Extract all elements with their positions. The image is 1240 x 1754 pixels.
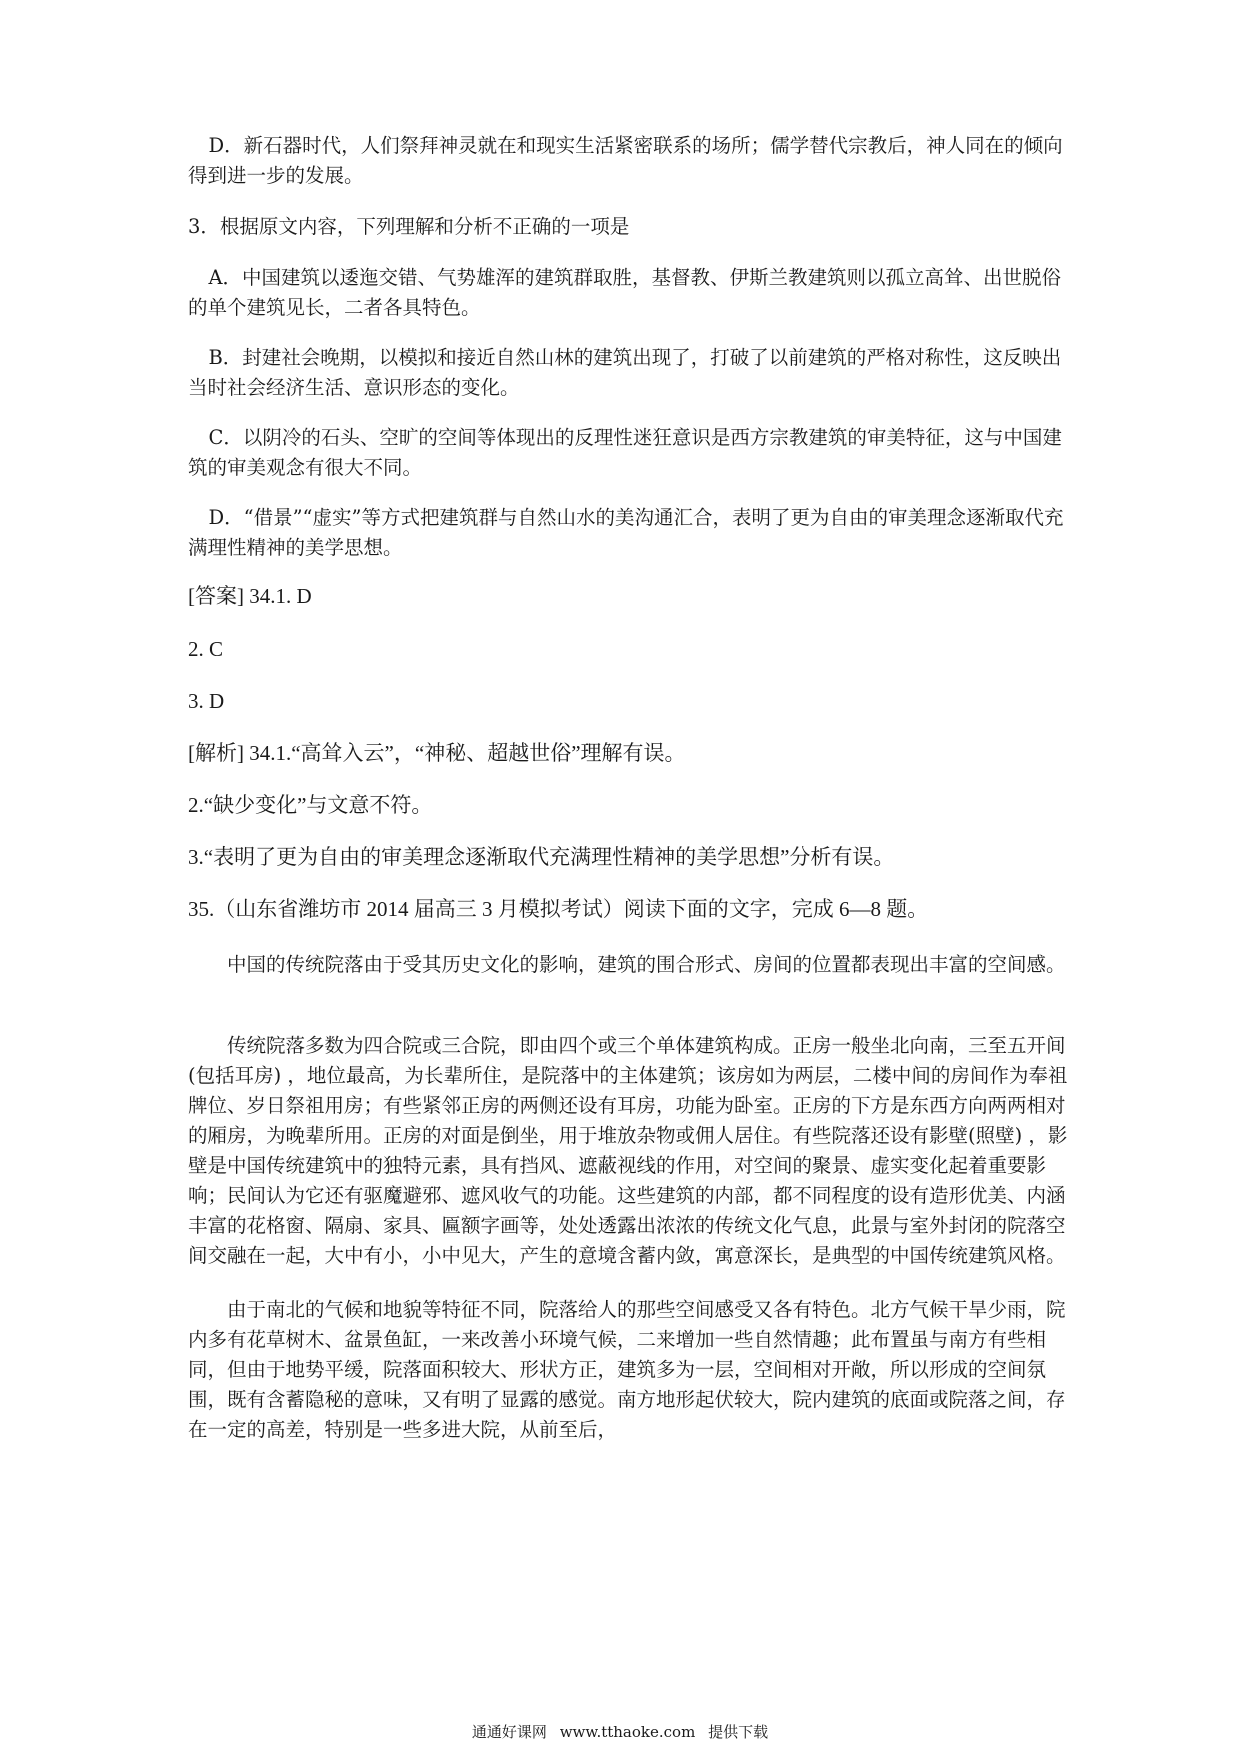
question-35-header: 35.（山东省潍坊市 2014 届高三 3 月模拟考试）阅读下面的文字，完成 6—8 题。 — [188, 897, 929, 921]
q3-option-a: A．中国建筑以逶迤交错、气势雄浑的建筑群取胜，基督教、伊斯兰教建筑则以孤立高耸、出世脱俗的单个建筑见长，二者各具特色。 — [188, 266, 1062, 319]
footer-url[interactable]: www.tthaoke.com — [559, 1723, 696, 1741]
q2-option-d: D．新石器时代，人们祭拜神灵就在和现实生活紧密联系的场所；儒学替代宗教后，神人同在的倾向得到进一步的发展。 — [188, 134, 1063, 187]
answer-line-3: 3. D — [188, 689, 225, 713]
analysis-line-3: 3.“表明了更为自由的审美理念逐渐取代充满理性精神的美学思想”分析有误。 — [188, 845, 895, 869]
footer-provide: 提供下载 — [708, 1723, 769, 1741]
passage-paragraph-1: 中国的传统院落由于受其历史文化的影响，建筑的围合形式、房间的位置都表现出丰富的空间感。 — [227, 953, 1066, 976]
footer-site-name: 通通好课网 — [471, 1723, 547, 1741]
analysis-line-2: 2.“缺少变化”与文意不符。 — [188, 793, 433, 817]
page-footer — [0, 1722, 1240, 1742]
passage-paragraph-3: 由于南北的气候和地貌等特征不同，院落给人的那些空间感受又各有特色。北方气候干旱少雨，院内多有花草树木、盆景鱼缸，一来改善小环境气候，二来增加一些自然情趣；此布置虽与南方有些相同，但由于地势平缓，院落面积较大、形状方正，建筑多为一层，空间相对开敞，所以形成的空间氛围，既有含蓄隐秘的意味，又有明了显露的感觉。南方地形起伏较大，院内建筑的底面或院落之间，存在一定的高差，特别是一些多进大院，从前至后， — [188, 1298, 1066, 1441]
q3-option-d: D．“借景”“虚实”等方式把建筑群与自然山水的美沟通汇合，表明了更为自由的审美理念逐渐取代充满理性精神的美学思想。 — [188, 506, 1064, 559]
answer-line-1: [答案] 34.1. D — [188, 584, 312, 608]
q3-option-b: B．封建社会晚期，以模拟和接近自然山林的建筑出现了，打破了以前建筑的严格对称性，这反映出当时社会经济生活、意识形态的变化。 — [188, 346, 1062, 399]
q3-stem: 3．根据原文内容，下列理解和分析不正确的一项是 — [188, 215, 630, 238]
analysis-line-1: [解析] 34.1.“高耸入云”，“神秘、超越世俗”理解有误。 — [188, 741, 686, 765]
answer-line-2: 2. C — [188, 637, 224, 661]
q3-option-c: C．以阴冷的石头、空旷的空间等体现出的反理性迷狂意识是西方宗教建筑的审美特征，这与中国建筑的审美观念有很大不同。 — [188, 426, 1062, 479]
passage-paragraph-2: 传统院落多数为四合院或三合院，即由四个或三个单体建筑构成。正房一般坐北向南，三至五开间(包括耳房) ，地位最高，为长辈所住，是院落中的主体建筑；该房如为两层，二楼中间的房间作为奉祖牌位、岁日祭祖用房；有些紧邻正房的两侧还设有耳房，功能为卧室。正房的下方是东西方向两两相对的厢房，为晚辈所用。正房的对面是倒坐，用于堆放杂物或佣人居住。有些院落还设有影壁(照壁) ，影壁是中国传统建筑中的独特元素，具有挡风、遮蔽视线的作用，对空间的聚景、虚实变化起着重要影响；民间认为它还有驱魔避邪、遮风收气的功能。这些建筑的内部，都不同程度的设有造形优美、内涵丰富的花格窗、隔扇、家具、匾额字画等，处处透露出浓浓的传统文化气息，此景与室外封闭的院落空间交融在一起，大中有小，小中见大，产生的意境含蓄内敛，寓意深长，是典型的中国传统建筑风格。 — [188, 1034, 1068, 1267]
